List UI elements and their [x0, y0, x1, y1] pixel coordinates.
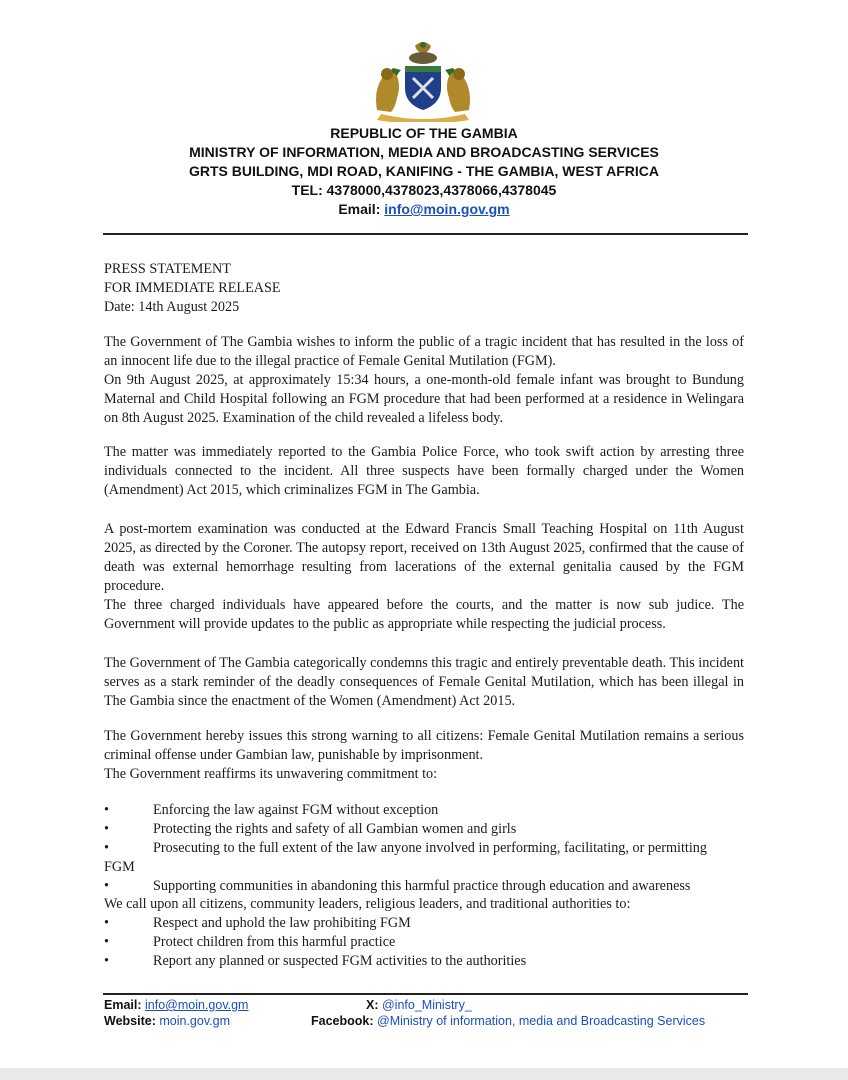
footer-website-label: Website: [104, 1014, 156, 1028]
header-telephone: TEL: 4378000,4378023,4378066,4378045 [291, 182, 557, 198]
header-email-label: Email: [338, 201, 381, 217]
header-country: REPUBLIC OF THE GAMBIA [330, 125, 518, 141]
paragraph-police-action: The matter was immediately reported to the Gambia Police Force, who took swift action by arresting three individuals connected to the incident. All three suspects have been formally charged under the Women (Amendment) Act 2015, which criminalizes FGM in The Gambia. [104, 444, 744, 498]
release-notice: FOR IMMEDIATE RELEASE [104, 280, 281, 296]
footer-facebook-link[interactable]: @Ministry of information, media and Broadcasting Services [377, 1014, 706, 1028]
list-item-text: Enforcing the law against FGM without exception [153, 802, 439, 818]
statement-date: Date: 14th August 2025 [104, 299, 240, 315]
bullet: • [104, 878, 109, 894]
header-divider [103, 233, 748, 235]
bullet: • [104, 802, 109, 818]
paragraph-condemnation: The Government of The Gambia categorically condemns this tragic and entirely preventable death. This incident serves as a stark reminder of the deadly consequences of Female Genital Mutilation, which has been illegal in The Gambia since the enactment of the Women (Amendment) Act 2015. [104, 655, 744, 709]
bullet: • [104, 821, 109, 837]
header-email-line [0, 200, 848, 219]
paragraph-court-status: The three charged individuals have appeared before the courts, and the matter is now sub judice. The Government will provide updates to the public as appropriate while respecting the judicial process. [104, 597, 744, 632]
footer-email-label: Email: [104, 998, 142, 1012]
list-item-wrap: FGM [104, 859, 135, 875]
paragraph-commitment-intro: The Government reaffirms its unwavering commitment to: [104, 766, 438, 782]
footer-x-handle[interactable]: @info_Ministry_ [381, 998, 472, 1012]
header-ministry: MINISTRY OF INFORMATION, MEDIA AND BROADCASTING SERVICES [189, 144, 659, 160]
footer-x [366, 997, 472, 1013]
paragraph-call-to-action: We call upon all citizens, community leaders, religious leaders, and traditional authorities to: [104, 896, 631, 912]
paragraph-warning: The Government hereby issues this strong warning to all citizens: Female Genital Mutilation remains a serious criminal offense under Gambian law, punishable by imprisonment. [104, 728, 744, 763]
footer-email [104, 997, 248, 1013]
list-item-text: Prosecuting to the full extent of the law anyone involved in performing, facilitating, or permitting [153, 840, 707, 856]
page-bottom-edge [0, 1068, 848, 1080]
footer-divider [103, 993, 748, 995]
header-email-link[interactable]: info@moin.gov.gm [384, 201, 510, 217]
bullet: • [104, 953, 109, 969]
paragraph-incident-details: On 9th August 2025, at approximately 15:34 hours, a one-month-old female infant was brought to Bundung Maternal and Child Hospital following an FGM procedure that had been performed at a residence in Welingara on 8th August 2025. Examination of the child revealed a lifeless body. [104, 372, 744, 426]
footer-email-link[interactable]: info@moin.gov.gm [145, 998, 249, 1012]
bullet: • [104, 840, 109, 856]
list-item-text: Supporting communities in abandoning this harmful practice through education and awareness [153, 878, 691, 894]
coat-of-arms-emblem [363, 40, 483, 122]
list-item-text: Protecting the rights and safety of all Gambian women and girls [153, 821, 517, 837]
statement-type: PRESS STATEMENT [104, 261, 231, 277]
list-item-text: Report any planned or suspected FGM activities to the authorities [153, 953, 527, 969]
header-address: GRTS BUILDING, MDI ROAD, KANIFING - THE GAMBIA, WEST AFRICA [188, 163, 659, 179]
footer-x-label: X: [366, 998, 379, 1012]
paragraph-post-mortem: A post-mortem examination was conducted at the Edward Francis Small Teaching Hospital on 11th August 2025, as directed by the Coroner. The autopsy report, received on 13th August 2025, confirmed that the cause of death was external hemorrhage resulting from lacerations of the external genitalia caused by the FGM procedure. [104, 521, 744, 594]
footer-facebook [311, 1013, 705, 1029]
footer-facebook-label: Facebook: [311, 1014, 374, 1028]
footer-website [104, 1013, 230, 1029]
list-item-text: Protect children from this harmful practice [153, 934, 396, 950]
footer-website-link[interactable]: moin.gov.gm [159, 1014, 230, 1028]
bullet: • [104, 915, 109, 931]
list-item-text: Respect and uphold the law prohibiting FGM [153, 915, 411, 931]
paragraph-incident-intro: The Government of The Gambia wishes to inform the public of a tragic incident that has resulted in the loss of an innocent life due to the illegal practice of Female Genital Mutilation (FGM). [104, 334, 744, 369]
bullet: • [104, 934, 109, 950]
